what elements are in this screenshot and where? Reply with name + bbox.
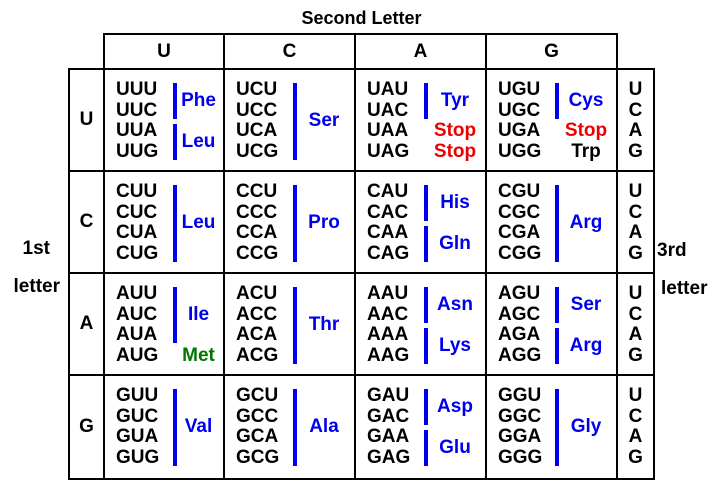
codon-text: GAU xyxy=(367,385,410,406)
codon-text: UAU xyxy=(367,79,409,100)
amino-group xyxy=(424,325,482,366)
codon-text: UAG xyxy=(367,140,410,162)
amino-group xyxy=(173,386,220,468)
codon-cell-UU xyxy=(105,70,225,172)
codon-text: CCC xyxy=(236,201,278,223)
codon-cell-CU xyxy=(105,172,225,274)
codon-text: CUG xyxy=(116,242,159,264)
codon-text: UUA xyxy=(116,120,158,141)
codon-text: AGG xyxy=(498,344,542,366)
third-letter-axis-label-line2: letter xyxy=(661,278,708,299)
amino-acid-label: Ala xyxy=(309,416,339,437)
codon-list xyxy=(367,80,419,170)
codon-text: UGG xyxy=(498,140,542,162)
amino-group xyxy=(424,284,482,325)
codon-text: AGA xyxy=(498,324,541,345)
amino-group xyxy=(173,121,220,162)
codon-cell-AU xyxy=(105,274,225,376)
codon-text: CGA xyxy=(498,222,541,243)
third-letter-axis-label-line1: 3rd xyxy=(657,240,687,261)
codon-text: ACC xyxy=(236,303,278,325)
codon-text: GCU xyxy=(236,385,279,406)
amino-group xyxy=(173,80,220,121)
amino-group xyxy=(555,386,613,468)
codon-text: UUC xyxy=(116,99,158,121)
codon-cell-GG xyxy=(487,376,618,478)
codon-text: AUG xyxy=(116,344,159,366)
codon-cell-GA xyxy=(356,376,487,478)
codon-list xyxy=(498,80,550,170)
codon-text: ACG xyxy=(236,344,279,366)
amino-group xyxy=(424,386,482,427)
amino-group xyxy=(293,386,351,468)
amino-acid-label: Tyr xyxy=(440,89,470,111)
third-letter-text: U xyxy=(628,181,643,202)
third-letter-text: A xyxy=(628,120,643,141)
second-letter-header-A: A xyxy=(356,35,487,68)
codon-list xyxy=(498,386,550,478)
amino-group xyxy=(293,182,351,264)
first-letter-text: G xyxy=(79,416,94,437)
codon-cell-UG xyxy=(487,70,618,172)
third-letter-text: A xyxy=(628,426,643,447)
amino-acid-label: Pro xyxy=(308,212,340,233)
amino-group xyxy=(424,223,482,264)
amino-group xyxy=(424,182,482,223)
amino-acid-label: Lys xyxy=(438,334,472,356)
third-letter-text: G xyxy=(628,446,643,468)
codon-text: CCG xyxy=(236,242,279,264)
third-letter-text: G xyxy=(628,344,643,366)
amino-group xyxy=(424,80,482,121)
codon-text: UGA xyxy=(498,120,541,141)
third-letter-text: A xyxy=(628,324,643,345)
codon-text: UCG xyxy=(236,140,279,162)
codon-text: GGA xyxy=(498,426,542,447)
codon-text: CUU xyxy=(116,181,158,202)
codon-text: GGU xyxy=(498,385,542,406)
third-letter-cell xyxy=(618,172,653,274)
amino-acid-label: Leu xyxy=(181,130,216,152)
codon-text: UUU xyxy=(116,79,158,100)
codon-cell-AA xyxy=(356,274,487,376)
codon-list xyxy=(498,182,550,272)
codon-text: AUU xyxy=(116,283,158,304)
third-letter-cell xyxy=(618,274,653,376)
amino-group-list xyxy=(555,386,613,478)
amino-acid-label: Stop xyxy=(433,120,477,142)
amino-group xyxy=(424,121,482,142)
codon-text: GAA xyxy=(367,426,410,447)
amino-group-list xyxy=(555,284,613,374)
codon-text: GCC xyxy=(236,405,279,427)
codon-list xyxy=(116,182,168,272)
codon-list xyxy=(236,80,288,170)
amino-acid-label: Gly xyxy=(570,416,602,437)
third-letter-text: G xyxy=(628,242,643,264)
amino-group xyxy=(555,182,613,264)
first-letter-text: A xyxy=(79,313,94,334)
amino-group xyxy=(555,142,613,163)
amino-group-list xyxy=(173,80,220,170)
third-letter-cell xyxy=(618,70,653,172)
codon-cell-CG xyxy=(487,172,618,274)
codon-text: GGC xyxy=(498,405,542,427)
third-letter-text: U xyxy=(628,385,643,406)
amino-acid-label: Ile xyxy=(187,303,210,325)
codon-text: GUU xyxy=(116,385,159,406)
codon-text: AAG xyxy=(367,344,410,366)
amino-acid-label: Asp xyxy=(437,395,473,417)
second-letter-header-U: U xyxy=(105,35,225,68)
codon-cell-CC xyxy=(225,172,356,274)
codon-text: AAU xyxy=(367,283,409,304)
codon-text: UGU xyxy=(498,79,541,100)
codon-list xyxy=(367,182,419,272)
first-letter-cell-C xyxy=(70,172,105,274)
codon-text: UUG xyxy=(116,140,159,162)
codon-text: UAA xyxy=(367,120,409,141)
amino-group-list xyxy=(173,182,220,272)
codon-list xyxy=(116,284,168,374)
amino-group xyxy=(555,121,613,142)
amino-group xyxy=(293,80,351,162)
codon-list xyxy=(367,284,419,374)
codon-text: CGG xyxy=(498,242,542,264)
second-letter-header-G: G xyxy=(544,40,559,62)
amino-acid-label: His xyxy=(440,191,470,213)
amino-group-list xyxy=(424,182,482,272)
codon-text: GCG xyxy=(236,446,280,468)
amino-acid-label: Thr xyxy=(308,314,340,335)
third-letter-text: A xyxy=(628,222,643,243)
third-letter-text: U xyxy=(628,79,643,100)
amino-group-list xyxy=(555,182,613,272)
codon-text: GAG xyxy=(367,446,411,468)
amino-acid-label: Leu xyxy=(181,212,216,233)
codon-list xyxy=(236,284,288,374)
amino-group xyxy=(293,284,351,366)
third-letter-text: U xyxy=(628,283,643,304)
codon-cell-GU xyxy=(105,376,225,478)
second-letter-header-C: C xyxy=(225,35,356,68)
amino-group xyxy=(555,80,613,121)
codon-text: CAA xyxy=(367,222,409,243)
codon-text: ACU xyxy=(236,283,278,304)
first-letter-text: C xyxy=(79,211,94,232)
amino-acid-label: Ser xyxy=(570,293,602,315)
codon-text: UGC xyxy=(498,99,541,121)
codon-text: GUC xyxy=(116,405,159,427)
codon-text: AAC xyxy=(367,303,409,325)
amino-group-list xyxy=(424,284,482,374)
amino-group xyxy=(173,284,220,346)
codon-text: CGC xyxy=(498,201,541,223)
amino-group xyxy=(173,182,220,264)
codon-text: CAC xyxy=(367,201,409,223)
codon-text: AAA xyxy=(367,324,409,345)
amino-acid-label: Val xyxy=(184,416,213,437)
third-letter-text: C xyxy=(628,201,643,223)
amino-group xyxy=(173,346,220,367)
codon-text: GGG xyxy=(498,446,543,468)
first-letter-text: U xyxy=(79,109,94,130)
amino-group-list xyxy=(173,386,220,478)
amino-acid-label: Met xyxy=(182,344,215,366)
amino-acid-label: Glu xyxy=(439,436,471,458)
codon-text: GUG xyxy=(116,446,160,468)
codon-list xyxy=(367,386,419,478)
codon-text: UAC xyxy=(367,99,409,121)
amino-group-list xyxy=(424,386,482,478)
codon-cell-UA xyxy=(356,70,487,172)
amino-group xyxy=(424,142,482,163)
third-letter-cell xyxy=(618,376,653,478)
codon-text: CUC xyxy=(116,201,158,223)
amino-acid-label: Trp xyxy=(571,140,601,162)
codon-text: UCC xyxy=(236,99,278,121)
codon-cell-CA xyxy=(356,172,487,274)
codon-list xyxy=(498,284,550,374)
codon-cell-AC xyxy=(225,274,356,376)
amino-acid-label: Cys xyxy=(568,89,604,111)
codon-cell-UC xyxy=(225,70,356,172)
codon-text: CCU xyxy=(236,181,278,202)
amino-group xyxy=(424,427,482,468)
amino-acid-label: Ser xyxy=(308,110,340,131)
codon-cell-GC xyxy=(225,376,356,478)
codon-text: AUC xyxy=(116,303,158,325)
amino-group-list xyxy=(293,80,351,170)
amino-acid-label: Arg xyxy=(569,334,603,356)
amino-acid-label: Arg xyxy=(569,212,603,233)
page-title: Second Letter xyxy=(301,8,422,28)
codon-text: GAC xyxy=(367,405,410,427)
first-letter-cell-U xyxy=(70,70,105,172)
amino-group-list xyxy=(173,284,220,374)
amino-group-list xyxy=(293,386,351,478)
amino-acid-label: Stop xyxy=(564,120,608,142)
codon-text: GUA xyxy=(116,426,159,447)
codon-text: GCA xyxy=(236,426,279,447)
second-letter-header-row xyxy=(103,33,618,68)
amino-acid-label: Stop xyxy=(433,140,477,162)
amino-group-list xyxy=(293,182,351,272)
first-letter-cell-G xyxy=(70,376,105,478)
codon-table-grid xyxy=(68,68,655,480)
first-letter-axis-label-line2: letter xyxy=(13,276,60,297)
codon-text: CGU xyxy=(498,181,541,202)
third-letter-text: C xyxy=(628,405,643,427)
codon-text: ACA xyxy=(236,324,278,345)
amino-group-list xyxy=(293,284,351,374)
amino-group xyxy=(555,284,613,325)
codon-cell-AG xyxy=(487,274,618,376)
codon-list xyxy=(236,182,288,272)
amino-group xyxy=(555,325,613,366)
amino-acid-label: Asn xyxy=(437,293,473,315)
codon-list xyxy=(236,386,288,478)
codon-text: AGC xyxy=(498,303,541,325)
third-letter-text: G xyxy=(628,140,643,162)
amino-acid-label: Gln xyxy=(439,232,471,254)
codon-text: CAU xyxy=(367,181,409,202)
codon-text: CAG xyxy=(367,242,410,264)
codon-list xyxy=(116,386,168,478)
codon-list xyxy=(116,80,168,170)
amino-acid-label: Phe xyxy=(181,89,216,111)
amino-group-list xyxy=(555,80,613,170)
third-letter-text: C xyxy=(628,303,643,325)
codon-text: AGU xyxy=(498,283,541,304)
codon-text: UCU xyxy=(236,79,278,100)
codon-text: UCA xyxy=(236,120,278,141)
codon-text: CUA xyxy=(116,222,158,243)
first-letter-cell-A xyxy=(70,274,105,376)
codon-text: AUA xyxy=(116,324,158,345)
third-letter-text: C xyxy=(628,99,643,121)
codon-text: CCA xyxy=(236,222,278,243)
amino-group-list xyxy=(424,80,482,170)
first-letter-axis-label-line1: 1st xyxy=(22,238,50,259)
